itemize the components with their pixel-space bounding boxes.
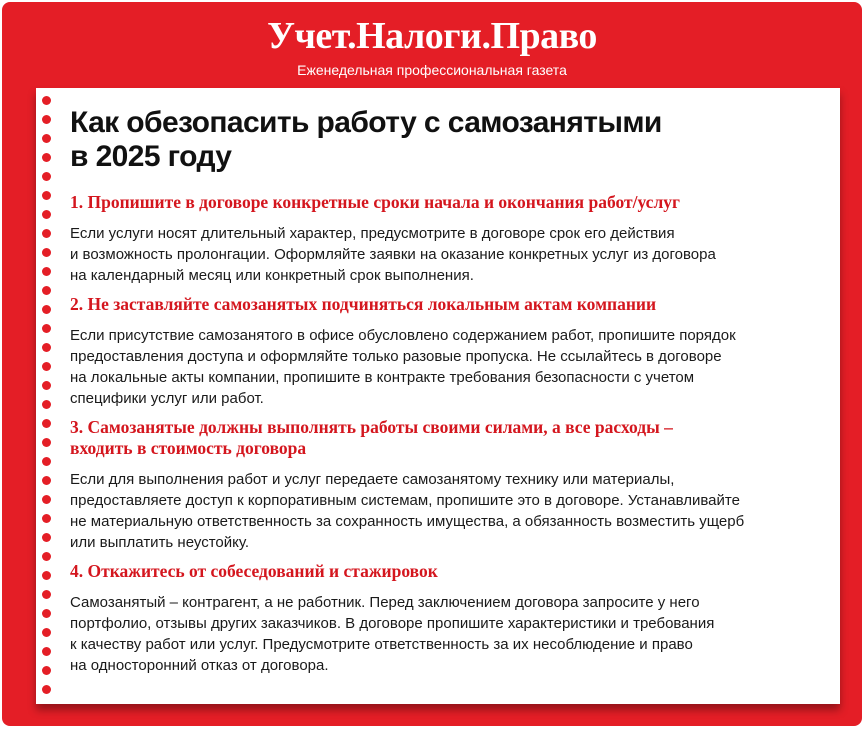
masthead xyxy=(2,14,862,80)
binder-hole xyxy=(42,609,51,618)
heading-line: 4. Откажитесь от собеседований и стажировок xyxy=(70,561,438,581)
binder-hole xyxy=(42,134,51,143)
binder-hole xyxy=(42,666,51,675)
binder-hole xyxy=(42,210,51,219)
binder-hole xyxy=(42,590,51,599)
binder-hole xyxy=(42,229,51,238)
newspaper-tagline: Еженедельная профессиональная газета xyxy=(297,62,567,78)
binder-hole xyxy=(42,267,51,276)
body-line: предоставления доступа и оформляйте только разовые пропуска. Не ссылайтесь в договоре xyxy=(70,348,722,365)
body-line: на календарный месяц или конкретный срок выполнения. xyxy=(70,267,474,284)
body-line: Самозанятый – контрагент, а не работник. Перед заключением договора запросите у него xyxy=(70,594,700,611)
binder-hole xyxy=(42,381,51,390)
body-line: Если для выполнения работ и услуг передаете самозанятому технику или материалы, xyxy=(70,471,675,488)
section-3 xyxy=(70,417,830,553)
title-line: Как обезопасить работу с самозанятыми xyxy=(70,106,662,139)
body-line: специфики услуг или работ. xyxy=(70,390,264,407)
binder-hole xyxy=(42,362,51,371)
binder-hole xyxy=(42,476,51,485)
binder-hole xyxy=(42,495,51,504)
body-line: и возможность пролонгации. Оформляйте заявки на оказание конкретных услуг из договора xyxy=(70,246,716,263)
binder-hole xyxy=(42,191,51,200)
binder-hole xyxy=(42,457,51,466)
binder-hole xyxy=(42,438,51,447)
body-line: к качеству работ или услуг. Предусмотрите ответственность за их несоблюдение и право xyxy=(70,636,693,653)
title-line: в 2025 году xyxy=(70,140,232,173)
binder-hole xyxy=(42,305,51,314)
body-line: Если услуги носят длительный характер, предусмотрите в договоре срок его действия xyxy=(70,225,675,242)
binder-hole xyxy=(42,96,51,105)
body-line: портфолио, отзывы других заказчиков. В договоре пропишите характеристики и требования xyxy=(70,615,715,632)
section-2 xyxy=(70,294,830,409)
binder-hole xyxy=(42,419,51,428)
page-title xyxy=(70,106,810,174)
binder-hole xyxy=(42,153,51,162)
binder-holes xyxy=(42,96,52,696)
body-line: на односторонний отказ от договора. xyxy=(70,657,329,674)
newspaper-logo: Учет.Налоги.Право xyxy=(267,15,597,57)
binder-hole xyxy=(42,685,51,694)
binder-hole xyxy=(42,324,51,333)
heading-line: 3. Самозанятые должны выполнять работы своими силами, а все расходы – xyxy=(70,417,673,437)
binder-hole xyxy=(42,647,51,656)
section-1 xyxy=(70,192,830,286)
body-line: на локальные акты компании, пропишите в контракте требования безопасности с учетом xyxy=(70,369,695,386)
body-line: Если присутствие самозанятого в офисе обусловлено содержанием работ, пропишите порядок xyxy=(70,327,736,344)
binder-hole xyxy=(42,552,51,561)
section-heading xyxy=(70,417,830,459)
binder-hole xyxy=(42,533,51,542)
section-4 xyxy=(70,561,830,676)
binder-hole xyxy=(42,115,51,124)
article-content xyxy=(70,192,830,684)
notebook-sheet xyxy=(36,88,840,704)
section-heading xyxy=(70,294,830,315)
section-body xyxy=(70,469,830,553)
red-frame xyxy=(2,2,862,726)
heading-line: 2. Не заставляйте самозанятых подчиняться локальным актам компании xyxy=(70,294,657,314)
body-line: или выплатить неустойку. xyxy=(70,534,250,551)
binder-hole xyxy=(42,628,51,637)
binder-hole xyxy=(42,571,51,580)
heading-line: 1. Пропишите в договоре конкретные сроки начала и окончания работ/услуг xyxy=(70,192,680,212)
binder-hole xyxy=(42,514,51,523)
binder-hole xyxy=(42,172,51,181)
binder-hole xyxy=(42,400,51,409)
binder-hole xyxy=(42,343,51,352)
heading-line: входить в стоимость договора xyxy=(70,438,307,458)
section-body xyxy=(70,592,830,676)
section-body xyxy=(70,223,830,286)
body-line: не материальную ответственность за сохранность имущества, а обязанность возместить ущерб xyxy=(70,513,745,530)
binder-hole xyxy=(42,286,51,295)
body-line: предоставляете доступ к корпоративным системам, пропишите это в договоре. Устанавливайте xyxy=(70,492,740,509)
section-heading xyxy=(70,561,830,582)
section-heading xyxy=(70,192,830,213)
binder-hole xyxy=(42,248,51,257)
section-body xyxy=(70,325,830,409)
